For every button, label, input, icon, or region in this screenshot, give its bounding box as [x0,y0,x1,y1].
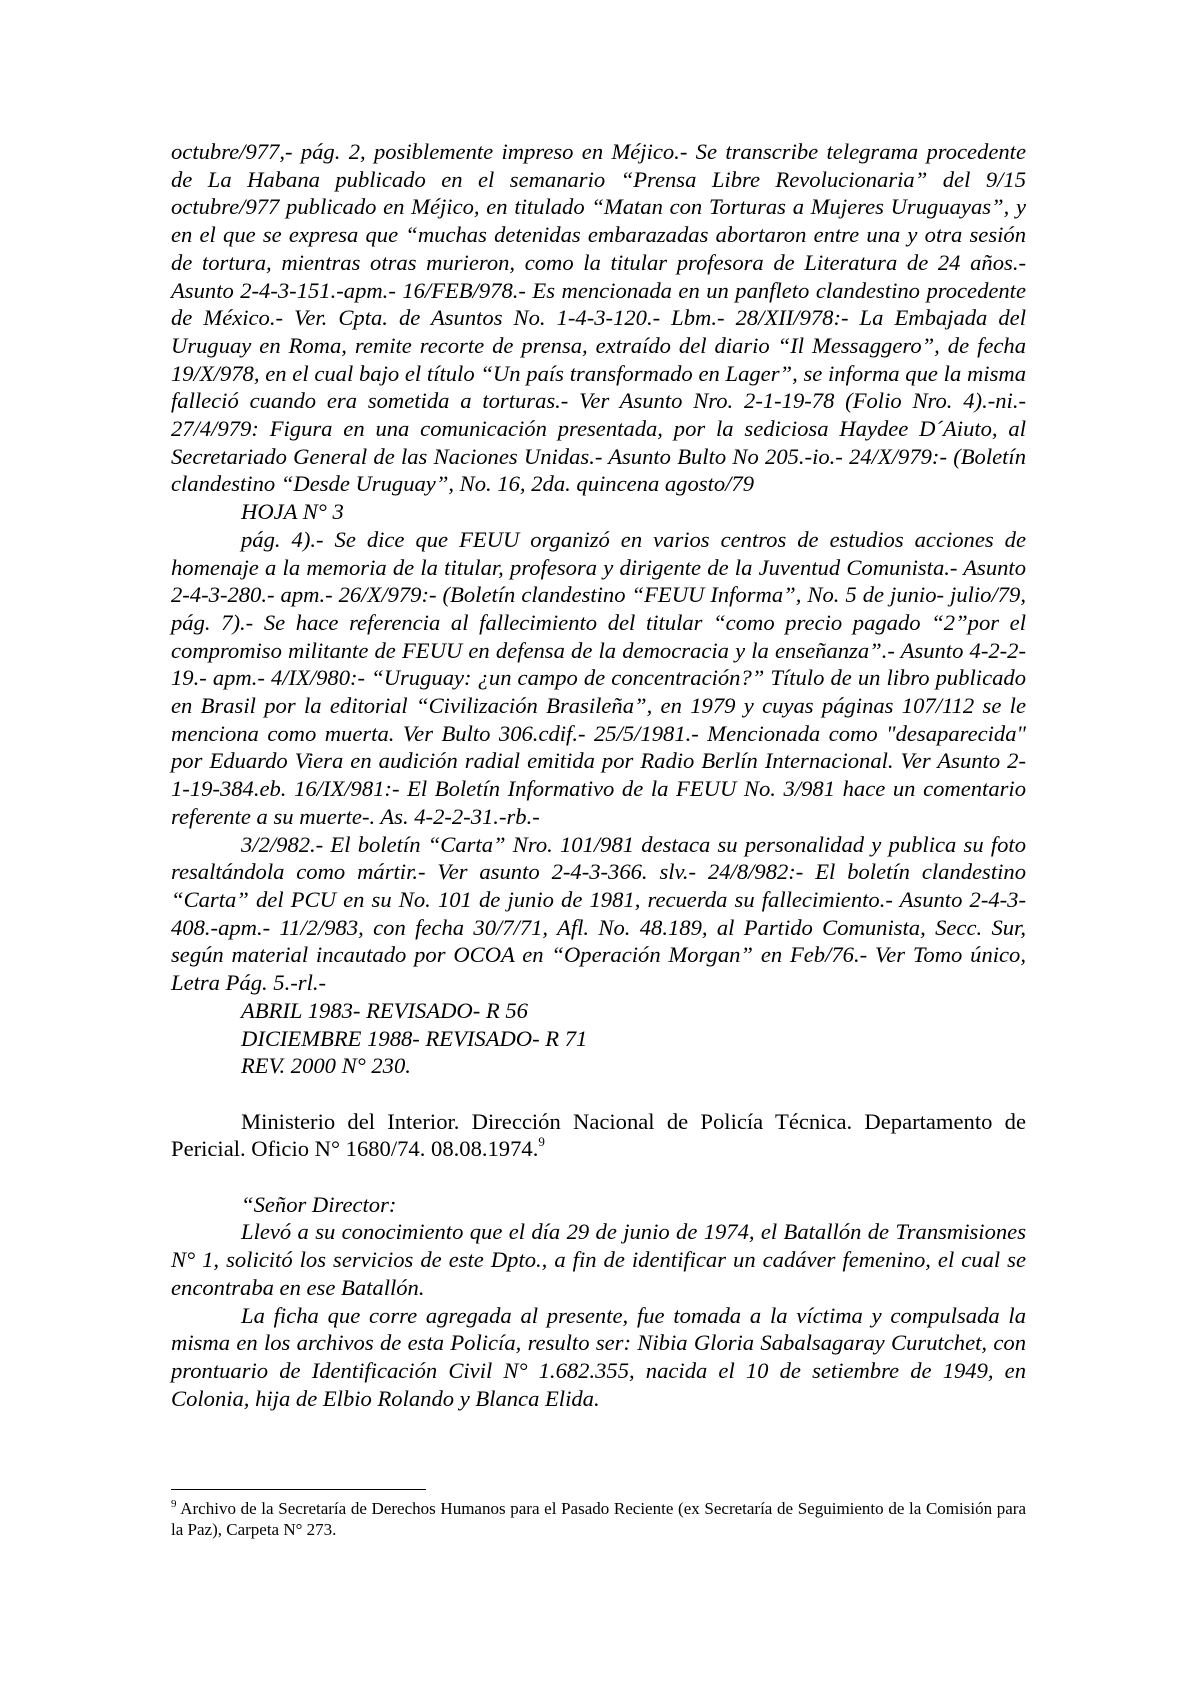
source-citation-text: Ministerio del Interior. Dirección Nacional de Policía Técnica. Departamento de Pericial. Oficio N° 1680/74. 08.08.1974. [171,1108,1026,1162]
paragraph-gap [171,1163,1026,1191]
record-paragraph-1: octubre/977,- pág. 2, posiblemente impreso en Méjico.- Se transcribe telegrama procedente de La Habana publicado en el semanario “Prensa Libre Revolucionaria” del 9/15 octubre/977 publicado en Méjico, en titulado “Matan con Torturas a Mujeres Uruguayas”, y en el que se expresa que “muchas detenidas embarazadas abortaron entre una y otra sesión de tortura, mientras otras murieron, como la titular profesora de Literatura de 24 años.- Asunto 2-4-3-151.-apm.- 16/FEB/978.- Es mencionada en un panfleto clandestino procedente de México.- Ver. Cpta. de Asuntos No. 1-4-3-120.- Lbm.- 28/XII/978:- La Embajada del Uruguay en Roma, remite recorte de prensa, extraído del diario “Il Messaggero”, de fecha 19/X/978, en el cual bajo el título “Un país transformado en Lager”, se informa que la misma falleció cuando era sometida a torturas.- Ver Asunto Nro. 2-1-19-78 (Folio Nro. 4).-ni.- 27/4/979: Figura en una comunicación presentada, por la sediciosa Haydee D´Aiuto, al Secretariado General de las Naciones Unidas.- Asunto Bulto No 205.-io.- 24/X/979:- (Boletín clandestino “Desde Uruguay”, No. 16, 2da. quincena agosto/79 [171,139,1026,497]
revision-line-3: REV. 2000 N° 230. [241,1053,411,1079]
revision-line-2: DICIEMBRE 1988- REVISADO- R 71 [241,1025,588,1051]
record-paragraph-2: pág. 4).- Se dice que FEUU organizó en varios centros de estudios acciones de homenaje a la memoria de la titular, profesora y dirigente de la Juventud Comunista.- Asunto 2-4-3-280.- apm.- 26/X/979:- (Boletín clandestino “FEUU Informa”, No. 5 de junio- julio/79, pág. 7).- Se hace referencia al fallecimiento del titular “como precio pagado “2”por el compromiso militante de FEUU en defensa de la democracia y la enseñanza”.- Asunto 4-2-2-19.- apm.- 4/IX/980:- “Uruguay: ¿un campo de concentración?” Título de un libro publicado en Brasil por la editorial “Civilización Brasileña”, en 1979 y cuyas páginas 107/112 se le menciona como muerta. Ver Bulto 306.cdif.- 25/5/1981.- Mencionada como "desaparecida" por Eduardo Viera en audición radial emitida por Radio Berlín Internacional. Ver Asunto 2-1-19-384.eb. 16/IX/981:- El Boletín Informativo de la FEUU No. 3/981 hace un comentario referente a su muerte-. As. 4-2-2-31.-rb.- [171,526,1026,829]
footnote-text: Archivo de la Secretaría de Derechos Humanos para el Pasado Reciente (ex Secretaría de Seguimiento de la Comisión para la Paz), Carpeta N° 273. [171,1499,1026,1539]
record-paragraph-3: 3/2/982.- El boletín “Carta” Nro. 101/981 destaca su personalidad y publica su foto resaltándola como mártir.- Ver asunto 2-4-3-366. slv.- 24/8/982:- El boletín clandestino “Carta” del PCU en su No. 101 de junio de 1981, recuerda su fallecimiento.- Asunto 2-4-3-408.-apm.- 11/2/983, con fecha 30/7/71, Afl. No. 48.189, al Partido Comunista, Secc. Sur, según material incautado por OCOA en “Operación Morgan” en Feb/76.- Ver Tomo único, Letra Pág. 5.-rl.- [171,831,1026,996]
footnote-number: 9 [171,1498,177,1510]
source-citation [171,1108,1026,1163]
letter-paragraph-1: Llevó a su conocimiento que el día 29 de junio de 1974, el Batallón de Transmisiones N° 1, solicitó los servicios de este Dpto., a fin de identificar un cadáver femenino, el cual se encontraba en ese Batallón. [171,1219,1026,1300]
footnote-separator [171,1489,426,1490]
footnote [171,1498,1026,1540]
letter-salutation: “Señor Director: [241,1191,397,1217]
letter-paragraph-2: La ficha que corre agregada al presente, fue tomada a la víctima y compulsada la misma en los archivos de esta Policía, resulto ser: Nibia Gloria Sabalsagaray Curutchet, con prontuario de Identificación Civil N° 1.682.355, nacida el 10 de setiembre de 1949, en Colonia, hija de Elbio Rolando y Blanca Elida. [171,1302,1026,1411]
document-body [171,138,1026,1412]
footnote-reference: 9 [538,1134,545,1150]
revision-line-1: ABRIL 1983- REVISADO- R 56 [241,997,528,1023]
sheet-heading: HOJA N° 3 [241,499,344,525]
paragraph-gap [171,1080,1026,1108]
